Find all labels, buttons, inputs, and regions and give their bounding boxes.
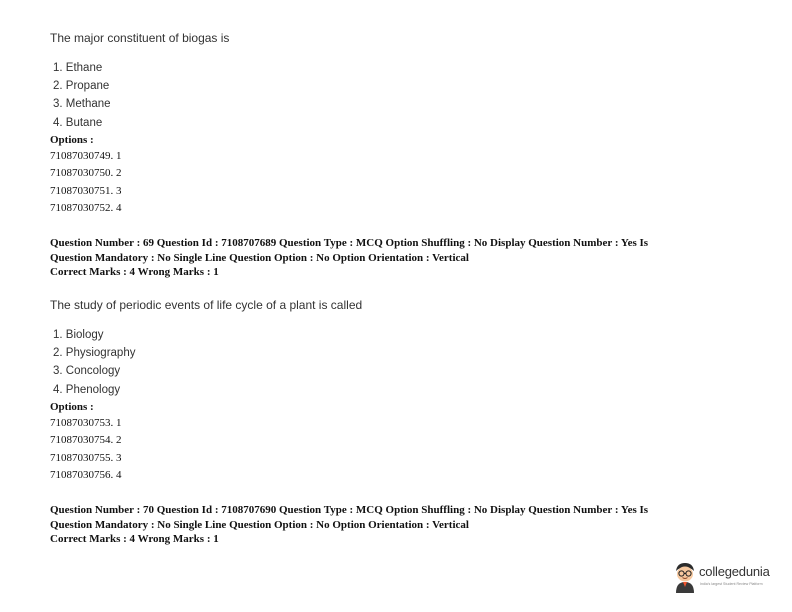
choice-2: 2. Physiography bbox=[53, 347, 136, 360]
question-meta bbox=[50, 236, 730, 280]
options-heading: Options : bbox=[50, 401, 94, 413]
option-id: 71087030751. 3 bbox=[50, 184, 122, 197]
option-id: 71087030749. 1 bbox=[50, 150, 122, 162]
choice-3: 3. Concology bbox=[53, 365, 121, 378]
meta-line: Question Mandatory : No Single Line Question Option : No Option Orientation : Vertical bbox=[50, 251, 469, 264]
choice-4: 4. Butane bbox=[53, 116, 103, 129]
answer-choices bbox=[53, 326, 135, 399]
option-id: 71087030753. 1 bbox=[50, 417, 122, 429]
choice-4: 4. Phenology bbox=[53, 383, 121, 396]
meta-line: Correct Marks : 4 Wrong Marks : 1 bbox=[50, 266, 219, 278]
logo-tagline: India's largest Student Review Platform bbox=[700, 582, 763, 586]
option-id: 71087030755. 3 bbox=[50, 451, 122, 464]
logo-wordmark: collegedunia bbox=[699, 564, 770, 579]
meta-line: Question Number : 70 Question Id : 7108707690 Question Type : MCQ Option Shuffling : No Display Question Number : Yes Is bbox=[50, 504, 649, 516]
question-text: The study of periodic events of life cycle of a plant is called bbox=[50, 298, 363, 312]
meta-line: Question Number : 69 Question Id : 7108707689 Question Type : MCQ Option Shuffling : No Display Question Number : Yes Is bbox=[50, 237, 649, 249]
choice-1: 1. Ethane bbox=[53, 62, 103, 74]
answer-choices bbox=[53, 59, 111, 132]
collegedunia-logo bbox=[672, 560, 782, 596]
options-heading: Options : bbox=[50, 134, 94, 146]
choice-2: 2. Propane bbox=[53, 80, 110, 93]
option-id: 71087030750. 2 bbox=[50, 167, 122, 180]
option-id-list bbox=[50, 148, 122, 217]
question-meta bbox=[50, 503, 730, 547]
option-id: 71087030756. 4 bbox=[50, 468, 122, 481]
option-id: 71087030752. 4 bbox=[50, 201, 122, 214]
question-text: The major constituent of biogas is bbox=[50, 31, 230, 45]
student-mascot-icon bbox=[672, 560, 698, 594]
choice-1: 1. Biology bbox=[53, 329, 104, 341]
meta-line: Question Mandatory : No Single Line Question Option : No Option Orientation : Vertical bbox=[50, 518, 469, 531]
meta-line: Correct Marks : 4 Wrong Marks : 1 bbox=[50, 533, 219, 545]
option-id-list bbox=[50, 415, 122, 484]
choice-3: 3. Methane bbox=[53, 98, 111, 111]
option-id: 71087030754. 2 bbox=[50, 434, 122, 447]
